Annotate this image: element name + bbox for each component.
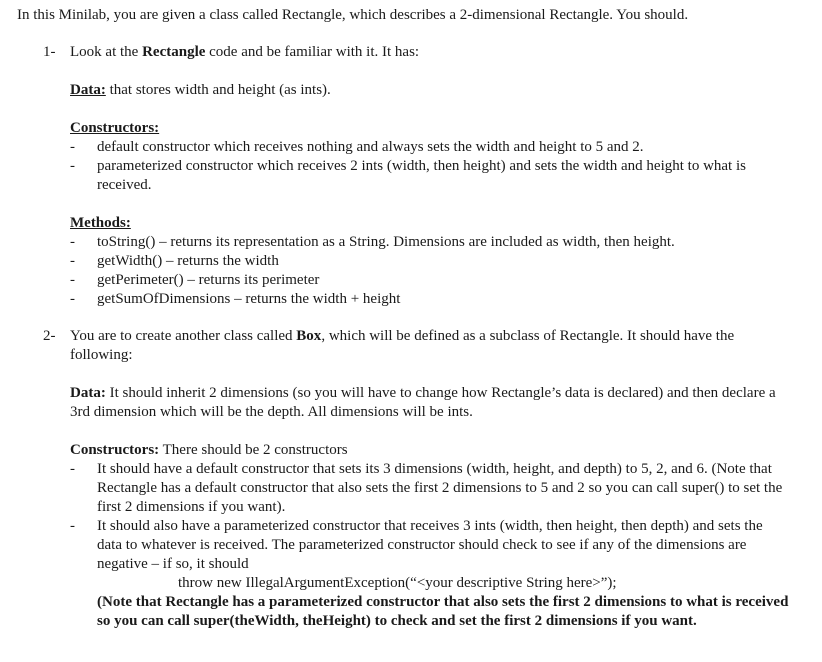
constructors-heading: Constructors: (70, 120, 160, 136)
constructors-list (70, 138, 790, 195)
constructors-text: There should be 2 constructors (159, 442, 348, 458)
intro-paragraph: In this Minilab, you are given a class called Rectangle, which describes a 2-dimensional Rectangle. You should. (17, 7, 689, 23)
item-1-constructors (70, 119, 790, 195)
box-class-name: Box (296, 328, 322, 344)
item-1-number: 1- (43, 44, 56, 60)
item-2-data (70, 384, 790, 422)
item-2-lead: You are to create another class called Box, which will be defined as a subclass of Rectangle. It should have the following: (70, 328, 735, 363)
item-1-methods (70, 214, 790, 309)
data-text: It should inherit 2 dimensions (so you will have to change how Rectangle’s data is declared) and then declare a 3rd dimension which will be the depth. All dimensions will be ints. (70, 385, 776, 420)
item-2-constructors (70, 441, 790, 631)
item-1-data (70, 81, 790, 100)
rectangle-class-name: Rectangle (142, 44, 206, 60)
list-item: - default constructor which receives nothing and always sets the width and height to 5 and 2. (70, 138, 790, 157)
data-heading: Data: (70, 82, 106, 98)
list-item-text: It should also have a parameterized constructor that receives 3 ints (width, then height, then depth) and sets the data to whatever is received. The parameterized constructor should check to see if any of the dimensions are negative – if so, it should (97, 518, 763, 572)
throw-statement: throw new IllegalArgumentException(“<your descriptive String here>”); (178, 575, 617, 591)
constructors-list (70, 460, 790, 631)
methods-list (70, 233, 790, 309)
methods-heading: Methods: (70, 215, 131, 231)
constructors-heading: Constructors: (70, 442, 160, 458)
item-2-number: 2- (43, 328, 56, 344)
list-item: - toString() – returns its representation as a String. Dimensions are included as width, then height. (70, 233, 790, 252)
list-item: - getWidth() – returns the width (70, 252, 790, 271)
list-item: - getSumOfDimensions – returns the width + height (70, 290, 790, 309)
data-heading: Data: (70, 385, 106, 401)
item-1-lead: Look at the Rectangle code and be familiar with it. It has: (70, 44, 420, 60)
list-item: - It should have a default constructor that sets its 3 dimensions (width, height, and depth) to 5, 2, and 6. (Note that Rectangle has a default constructor that also sets the first 2 dimensions to 5 and 2 so you can call super() to set the first 2 dimensions if you want). (70, 460, 790, 517)
list-item: - getPerimeter() – returns its perimeter (70, 271, 790, 290)
data-text: that stores width and height (as ints). (105, 82, 331, 98)
list-item: - parameterized constructor which receives 2 ints (width, then height) and sets the width and height to what is received. (70, 157, 790, 195)
item-2 (70, 327, 790, 365)
list-item (70, 517, 790, 631)
item-1 (70, 43, 790, 62)
super-note: (Note that Rectangle has a parameterized constructor that also sets the first 2 dimensions to what is received so you can call super(theWidth, theHeight) to check and set the first 2 dimensions if you want. (97, 594, 789, 629)
